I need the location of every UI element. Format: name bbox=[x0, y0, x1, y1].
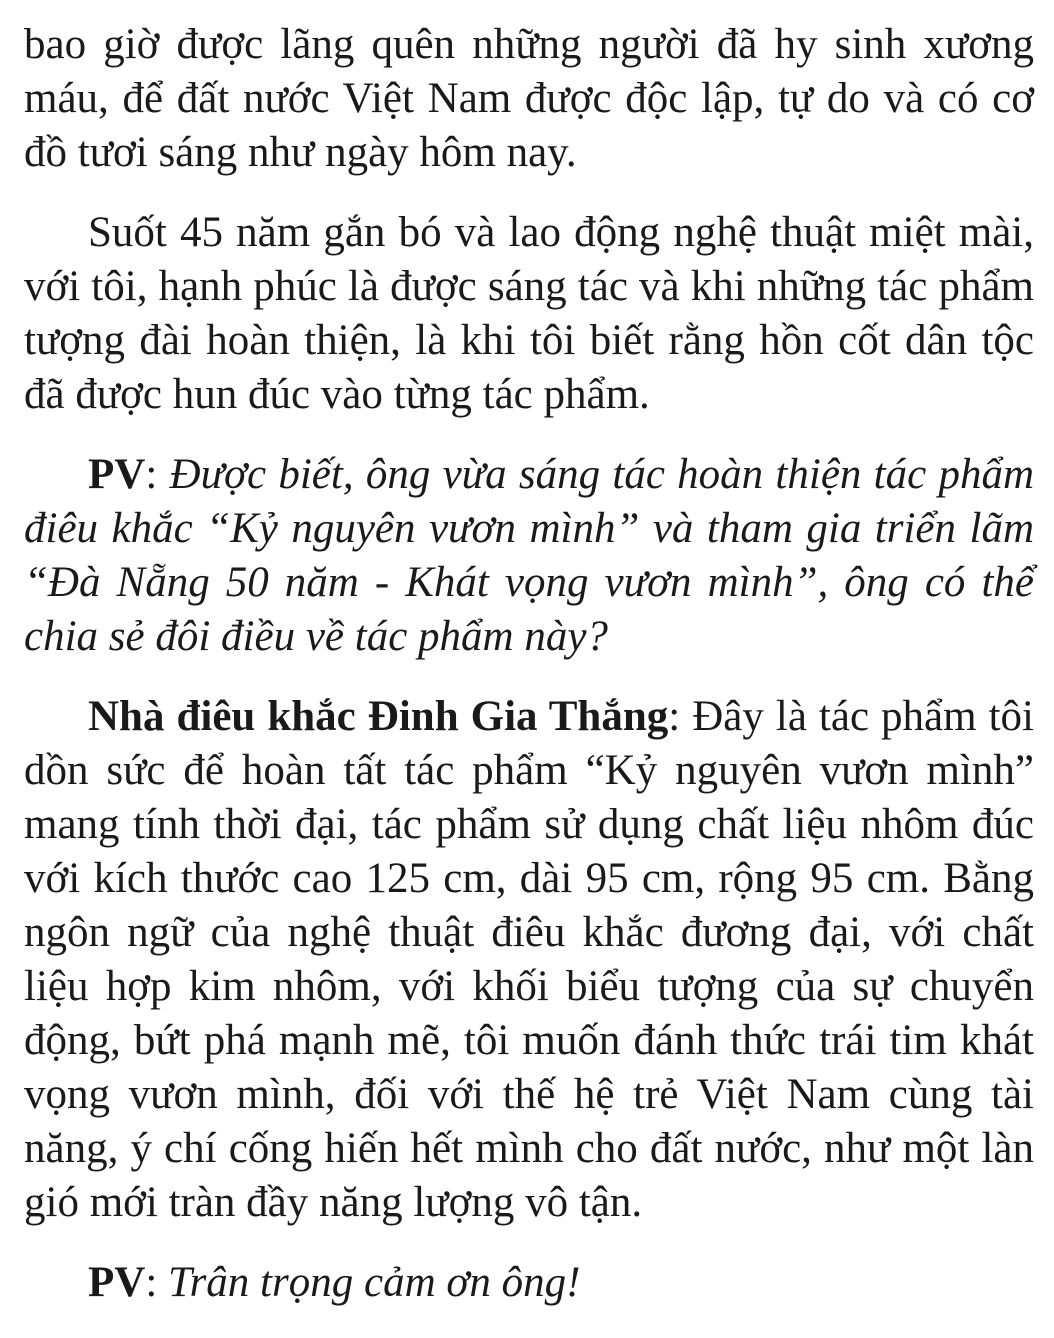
closing-text: Trân trọng cảm ơn ông! bbox=[168, 1259, 581, 1306]
answer-1 bbox=[24, 690, 1034, 1230]
speaker-separator: : bbox=[668, 693, 693, 740]
answer-text: Đây là tác phẩm tôi dồn sức để hoàn tất tác phẩm “Kỷ nguyên vươn mình” mang tính thời đại, tác phẩm sử dụng chất liệu nhôm đúc với kích thước cao 125 cm, dài 95 cm, rộng 95 cm. Bằng ngôn ngữ của nghệ thuật điêu khắc đương đại, với chất liệu hợp kim nhôm, với khối biểu tượng của sự chuyển động, bứt phá mạnh mẽ, tôi muốn đánh thức trái tim khát vọng vươn mình, đối với thế hệ trẻ Việt Nam cùng tài năng, ý chí cống hiến hết mình cho đất nước, như một làn gió mới tràn đầy năng lượng vô tận. bbox=[24, 693, 1034, 1226]
document-page bbox=[24, 18, 1034, 1336]
question-2 bbox=[24, 1256, 1034, 1310]
speaker-sculptor: Nhà điêu khắc Đinh Gia Thắng bbox=[88, 693, 669, 740]
question-1 bbox=[24, 448, 1034, 664]
paragraph-career: Suốt 45 năm gắn bó và lao động nghệ thuật miệt mài, với tôi, hạnh phúc là được sáng tác và khi những tác phẩm tượng đài hoàn thiện, là khi tôi biết rằng hồn cốt dân tộc đã được hun đúc vào từng tác phẩm. bbox=[24, 209, 1034, 418]
speaker-pv: PV bbox=[88, 1259, 146, 1306]
speaker-pv: PV bbox=[88, 451, 146, 498]
paragraph-intro: bao giờ được lãng quên những người đã hy sinh xương máu, để đất nước Việt Nam được độc lập, tự do và có cơ đồ tươi sáng như ngày hôm nay. bbox=[24, 21, 1034, 176]
question-text: Được biết, ông vừa sáng tác hoàn thiện tác phẩm điêu khắc “Kỷ nguyên vươn mình” và tham gia triển lãm “Đà Nẵng 50 năm - Khát vọng vươn mình”, ông có thể chia sẻ đôi điều về tác phẩm này? bbox=[24, 451, 1035, 660]
speaker-separator: : bbox=[145, 1259, 169, 1306]
speaker-separator: : bbox=[145, 451, 170, 498]
